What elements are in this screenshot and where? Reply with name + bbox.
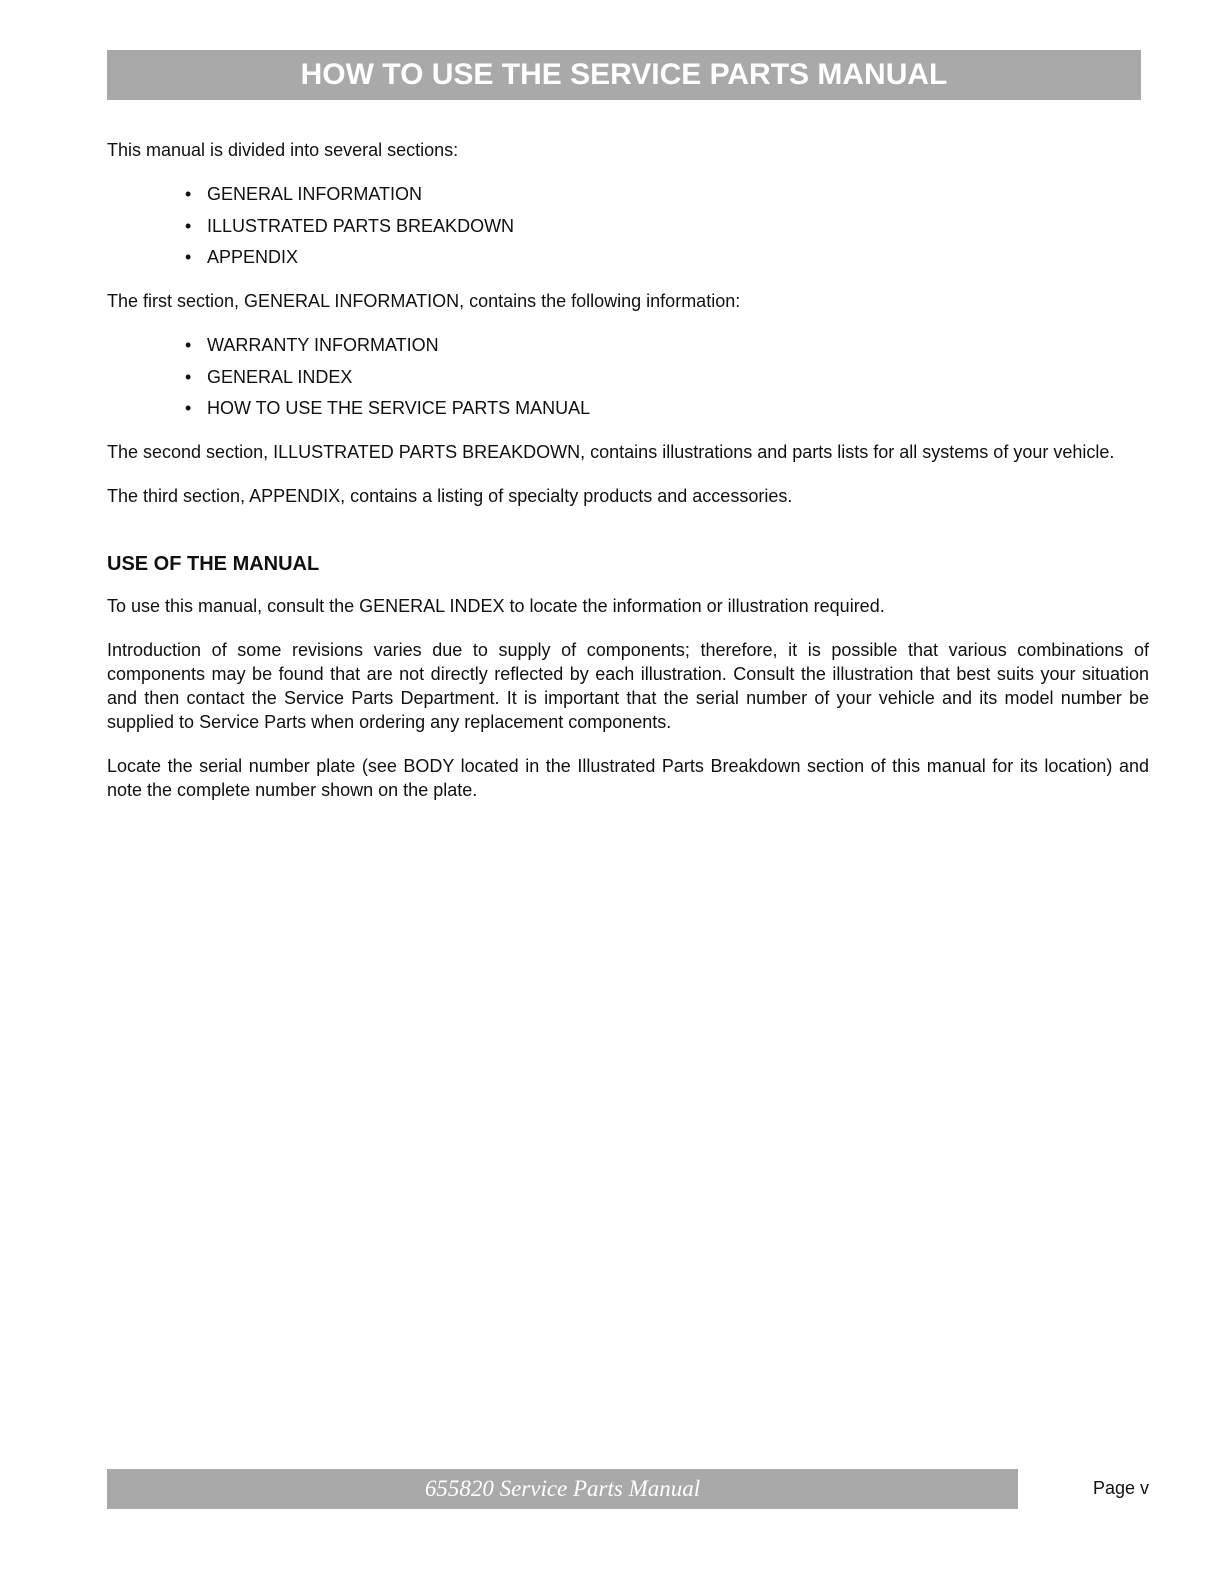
footer-bar: [107, 1469, 1018, 1509]
footer-manual-title: 655820 Service Parts Manual: [424, 1476, 701, 1501]
list-item-text: HOW TO USE THE SERVICE PARTS MANUAL: [207, 398, 591, 418]
list-item-text: GENERAL INDEX: [207, 366, 353, 387]
list-item: [185, 182, 1149, 206]
list-item: [185, 245, 1149, 269]
second-section-paragraph: The second section, ILLUSTRATED PARTS BREAKDOWN, contains illustrations and parts lists for all systems of your vehicle.: [107, 442, 1115, 462]
revisions-paragraph: Introduction of some revisions varies due to supply of components; therefore, it is possible that various combinations of components may be found that are not directly reflected by each illustration. Consult the illustration that best suits your situation and then contact the Service Parts Department. It is important that the serial number of your vehicle and its model number be supplied to Service Parts when ordering any replacement components.: [107, 640, 1149, 732]
third-section-paragraph: The third section, APPENDIX, contains a listing of specialty products and accessories.: [107, 486, 793, 506]
intro-paragraph: This manual is divided into several sections:: [107, 140, 459, 160]
use-paragraph: To use this manual, consult the GENERAL INDEX to locate the information or illustration required.: [107, 596, 885, 616]
general-info-list: [107, 333, 1149, 420]
list-item-text: ILLUSTRATED PARTS BREAKDOWN: [207, 215, 515, 236]
page-number: Page v: [1092, 1478, 1149, 1498]
page-title: HOW TO USE THE SERVICE PARTS MANUAL: [300, 58, 948, 91]
bullet-icon: •: [185, 215, 192, 236]
list-item-text: APPENDIX: [207, 247, 299, 267]
bullet-icon: •: [185, 247, 192, 267]
list-item-text: GENERAL INFORMATION: [207, 184, 423, 204]
sections-list: [107, 182, 1149, 269]
list-item: [185, 333, 1149, 357]
list-item: [185, 365, 1149, 389]
serial-plate-paragraph: Locate the serial number plate (see BODY located in the Illustrated Parts Breakdown section of this manual for its location) and note the complete number shown on the plate.: [107, 756, 1149, 800]
first-section-paragraph: The first section, GENERAL INFORMATION, contains the following information:: [107, 291, 741, 311]
bullet-icon: •: [185, 184, 192, 204]
list-item: [185, 396, 1149, 420]
list-item: [185, 214, 1149, 238]
bullet-icon: •: [185, 398, 192, 418]
use-of-manual-heading: USE OF THE MANUAL: [107, 553, 320, 575]
list-item-text: WARRANTY INFORMATION: [207, 335, 439, 355]
title-bar: [107, 50, 1141, 100]
document-body: [107, 138, 1149, 822]
bullet-icon: •: [185, 366, 192, 387]
bullet-icon: •: [185, 335, 192, 355]
